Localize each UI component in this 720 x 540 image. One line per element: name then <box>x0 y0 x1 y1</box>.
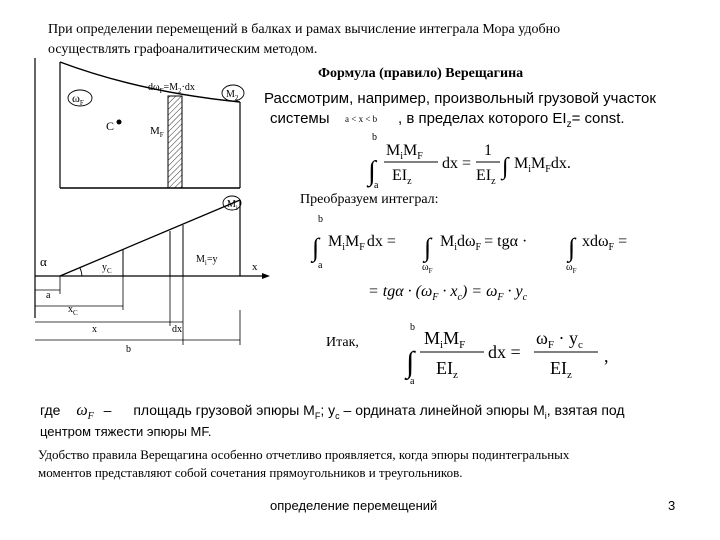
f3-right-numerator: $\omega_F \cdot y_c$ <box>536 328 583 351</box>
consider-sub-z: z <box>566 119 572 130</box>
m2-circle-label: $M_2$ <box>226 89 239 102</box>
where-row <box>40 402 625 422</box>
f2-sub-omega-2: $\omega_F$ <box>566 262 577 275</box>
formula-3 <box>404 322 609 387</box>
f2-upper-limit: b <box>318 214 323 225</box>
formula-title: Формула (правило) Верещагина <box>318 66 524 81</box>
f2-integral-3: ∫ <box>568 233 576 262</box>
where-word: где <box>40 402 61 418</box>
convenience-line-1: Удобство правила Верещагина особенно отчетливо проявляется, когда эпюры подинтегральных <box>38 447 570 462</box>
f3-dx: dx = <box>488 342 521 362</box>
where-line-2: центром тяжести эпюры MF. <box>40 424 212 439</box>
consider-line-1: Рассмотрим, например, произвольный грузовой участок <box>264 90 656 107</box>
dim-dx-label: dx <box>172 324 182 335</box>
f1-one: 1 <box>484 142 492 159</box>
range-condition: a < x < b <box>345 114 378 124</box>
f1-lower-limit: a <box>374 180 379 191</box>
alpha-arc <box>80 268 82 276</box>
where-omega <box>76 402 94 423</box>
f3-numerator: $M_iM_F$ <box>424 328 466 351</box>
where-text-sub-c: c <box>335 410 340 421</box>
mi-eq-y-label: $M_i=y$ <box>196 254 218 267</box>
f3-upper-limit: b <box>410 322 415 333</box>
f2-sub-omega-1: $\omega_F$ <box>422 262 433 275</box>
intro-line-1: При определении перемещений в балках и рамах вычисление интеграла Мора удобно <box>48 22 561 37</box>
f3-right-denominator: $EI_z$ <box>550 358 572 381</box>
itak-label: Итак, <box>326 335 359 350</box>
centroid-label: C <box>106 119 115 133</box>
unit-diagram <box>35 196 270 355</box>
yc-label: $y_C$ <box>102 262 112 275</box>
centroid-point <box>117 120 122 125</box>
d-omega-label: $d\omega_F=M_2\cdot dx$ <box>148 82 195 95</box>
f1-rhs: $M_iM_Fdx$. <box>514 155 571 175</box>
f3-comma: , <box>604 346 609 366</box>
x-axis-arrow <box>262 273 270 279</box>
f1-numerator: $M_iM_F$ <box>386 142 423 162</box>
formula-2 <box>310 214 627 303</box>
consider-line-2a: системы <box>270 110 330 127</box>
where-text-sub-i: i <box>544 410 547 421</box>
mf-label: $M_F$ <box>150 125 164 139</box>
where-omega-symbol: ω <box>76 402 88 419</box>
mi-circle-label: $M_i$ <box>227 199 238 212</box>
f3-integral: ∫ <box>406 346 415 379</box>
f1-denominator: $EI_z$ <box>392 167 412 187</box>
dim-xc-label: $x_C$ <box>68 304 78 317</box>
x-axis-label: x <box>252 261 258 273</box>
f3-denominator: $EI_z$ <box>436 358 458 381</box>
omega-f-label: $\omega_F$ <box>72 91 84 107</box>
load-diagram <box>35 58 244 318</box>
f1-denominator-2: $EI_z$ <box>476 167 496 187</box>
f2-line1-part1: $M_iM_F$ dx = <box>328 233 396 253</box>
dim-b-label: b <box>126 344 131 355</box>
convenience-text <box>38 446 569 482</box>
dim-a-label: a <box>46 290 51 301</box>
where-dash: – <box>103 402 112 418</box>
where-text-b: ; y <box>320 402 336 418</box>
f2-line1-part3: xdω$_F$ = <box>582 233 628 253</box>
page-number: 3 <box>668 498 676 513</box>
f1-integral: ∫ <box>368 156 376 187</box>
f1-dx: dx = <box>442 155 472 172</box>
where-text <box>133 402 625 421</box>
footer-label: определение перемещений <box>270 498 438 513</box>
consider-text-c: = const. <box>571 110 625 127</box>
transform-label: Преобразуем интеграл: <box>300 192 439 207</box>
f2-integral-1: ∫ <box>312 233 320 262</box>
formula-1 <box>366 132 571 191</box>
convenience-line-2: моментов представляют собой сочетания прямоугольников и треугольников. <box>38 465 463 480</box>
consider-text-b: , в пределах которого EI <box>398 110 567 127</box>
f2-line2: = $tg\alpha \cdot (\omega_F \cdot x_c) = \omega_F \cdot y_c$ <box>368 283 528 303</box>
intro-line-2: осуществлять графоаналитическим методом. <box>48 42 318 57</box>
where-text-c: – ордината линейной эпюры M <box>339 402 545 418</box>
f2-integral-2: ∫ <box>424 233 432 262</box>
dim-x-label: x <box>92 324 97 335</box>
where-text-sub-f: F <box>314 410 321 421</box>
f3-lower-limit: a <box>410 376 415 387</box>
f2-line1-part2: $M_id\omega_F = tg\alpha$ · <box>440 233 528 253</box>
where-text-a: площадь грузовой эпюры M <box>133 402 315 418</box>
where-text-d: , взятая под <box>546 402 625 418</box>
alpha-label: α <box>40 254 47 269</box>
f1-upper-limit: b <box>372 132 377 143</box>
where-omega-sub: F <box>87 411 94 423</box>
f2-lower-limit: a <box>318 260 323 271</box>
f1-integral-2: ∫ <box>502 154 509 180</box>
dx-strip <box>168 96 182 188</box>
